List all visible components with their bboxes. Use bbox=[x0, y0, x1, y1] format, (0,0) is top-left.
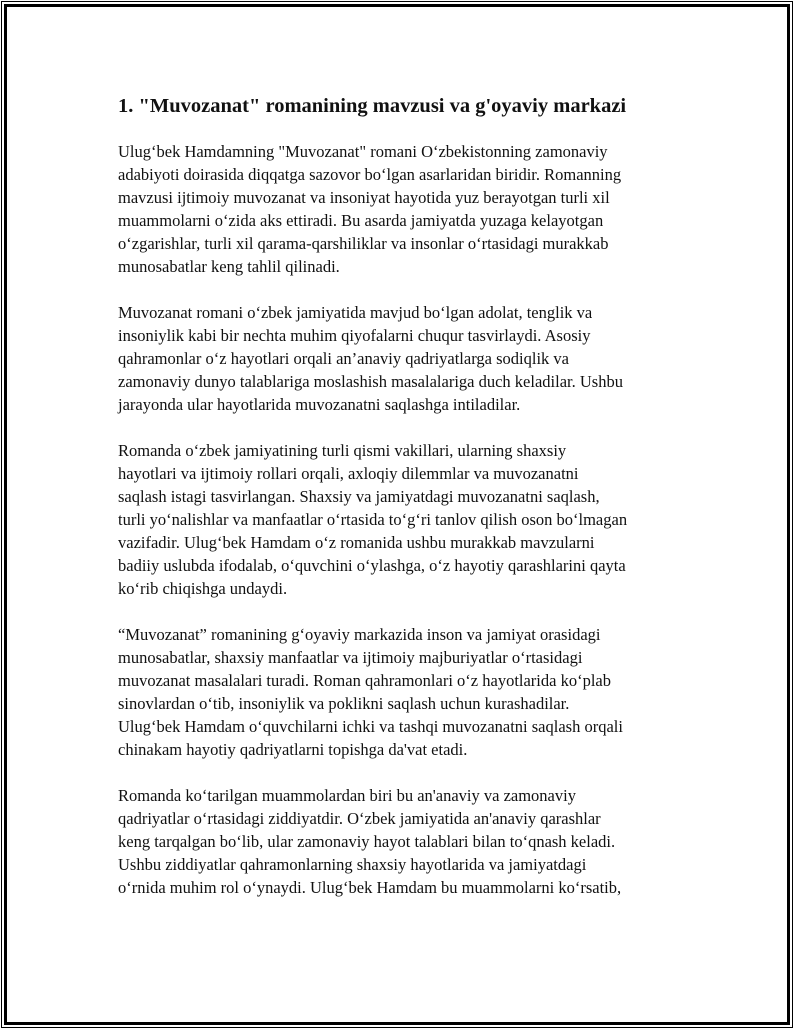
text-line: Muvozanat romani o‘zbek jamiyatida mavjud bo‘lgan adolat, tenglik va bbox=[118, 303, 593, 322]
text-line: qahramonlar o‘z hayotlari orqali an’anaviy qadriyatlarga sodiqlik va bbox=[118, 349, 569, 368]
text-line: o‘zgarishlar, turli xil qarama-qarshiliklar va insonlar o‘rtasidagi murakkab bbox=[118, 234, 609, 253]
text-line: saqlash istagi tasvirlangan. Shaxsiy va jamiyatdagi muvozanatni saqlash, bbox=[118, 487, 600, 506]
document-body bbox=[118, 92, 688, 922]
text-line: munosabatlar, shaxsiy manfaatlar va ijtimoiy majburiyatlar o‘rtasidagi bbox=[118, 648, 583, 667]
text-line: chinakam hayotiy qadriyatlarni topishga da'vat etadi. bbox=[118, 740, 468, 759]
text-line: Ulug‘bek Hamdamning "Muvozanat" romani O‘zbekistonning zamonaviy bbox=[118, 142, 608, 161]
text-line: jarayonda ular hayotlarida muvozanatni saqlashga intiladilar. bbox=[118, 395, 521, 414]
text-line: zamonaviy dunyo talablariga moslashish masalalariga duch keladilar. Ushbu bbox=[118, 372, 623, 391]
text-line: turli yo‘nalishlar va manfaatlar o‘rtasida to‘g‘ri tanlov qilish oson bo‘lmagan bbox=[118, 510, 628, 529]
text-line: vazifadir. Ulug‘bek Hamdam o‘z romanida ushbu murakkab mavzularni bbox=[118, 533, 595, 552]
text-line: Ushbu ziddiyatlar qahramonlarning shaxsiy hayotlarida va jamiyatdagi bbox=[118, 855, 587, 874]
text-line: mavzusi ijtimoiy muvozanat va insoniyat hayotida yuz berayotgan turli xil bbox=[118, 188, 610, 207]
text-line: muvozanat masalalari turadi. Roman qahramonlari o‘z hayotlarida ko‘plab bbox=[118, 671, 611, 690]
text-line: sinovlardan o‘tib, insoniylik va poklikni saqlash uchun kurashadilar. bbox=[118, 694, 570, 713]
paragraph bbox=[118, 439, 688, 600]
text-line: ko‘rib chiqishga undaydi. bbox=[118, 579, 288, 598]
text-line: muammolarni o‘zida aks ettiradi. Bu asarda jamiyatda yuzaga kelayotgan bbox=[118, 211, 604, 230]
text-line: badiiy uslubda ifodalab, o‘quvchini o‘ylashga, o‘z hayotiy qarashlarini qayta bbox=[118, 556, 626, 575]
text-line: “Muvozanat” romanining g‘oyaviy markazida inson va jamiyat orasidagi bbox=[118, 625, 601, 644]
text-line: o‘rnida muhim rol o‘ynaydi. Ulug‘bek Hamdam bu muammolarni ko‘rsatib, bbox=[118, 878, 622, 897]
section-heading: 1. "Muvozanat" romanining mavzusi va g'oyaviy markazi bbox=[118, 95, 627, 117]
text-line: Romanda o‘zbek jamiyatining turli qismi vakillari, ularning shaxsiy bbox=[118, 441, 567, 460]
paragraph bbox=[118, 301, 688, 416]
text-line: Romanda ko‘tarilgan muammolardan biri bu an'anaviy va zamonaviy bbox=[118, 786, 576, 805]
text-line: Ulug‘bek Hamdam o‘quvchilarni ichki va tashqi muvozanatni saqlash orqali bbox=[118, 717, 623, 736]
text-line: insoniylik kabi bir nechta muhim qiyofalarni chuqur tasvirlaydi. Asosiy bbox=[118, 326, 591, 345]
text-line: qadriyatlar o‘rtasidagi ziddiyatdir. O‘zbek jamiyatida an'anaviy qarashlar bbox=[118, 809, 601, 828]
text-line: keng tarqalgan bo‘lib, ular zamonaviy hayot talablari bilan to‘qnash keladi. bbox=[118, 832, 616, 851]
text-line: adabiyoti doirasida diqqatga sazovor bo‘lgan asarlaridan biridir. Romanning bbox=[118, 165, 622, 184]
text-line: munosabatlar keng tahlil qilinadi. bbox=[118, 257, 340, 276]
paragraph bbox=[118, 623, 688, 761]
paragraph bbox=[118, 140, 688, 278]
text-line: hayotlari va ijtimoiy rollari orqali, axloqiy dilemmlar va muvozanatni bbox=[118, 464, 579, 483]
paragraph bbox=[118, 784, 688, 899]
